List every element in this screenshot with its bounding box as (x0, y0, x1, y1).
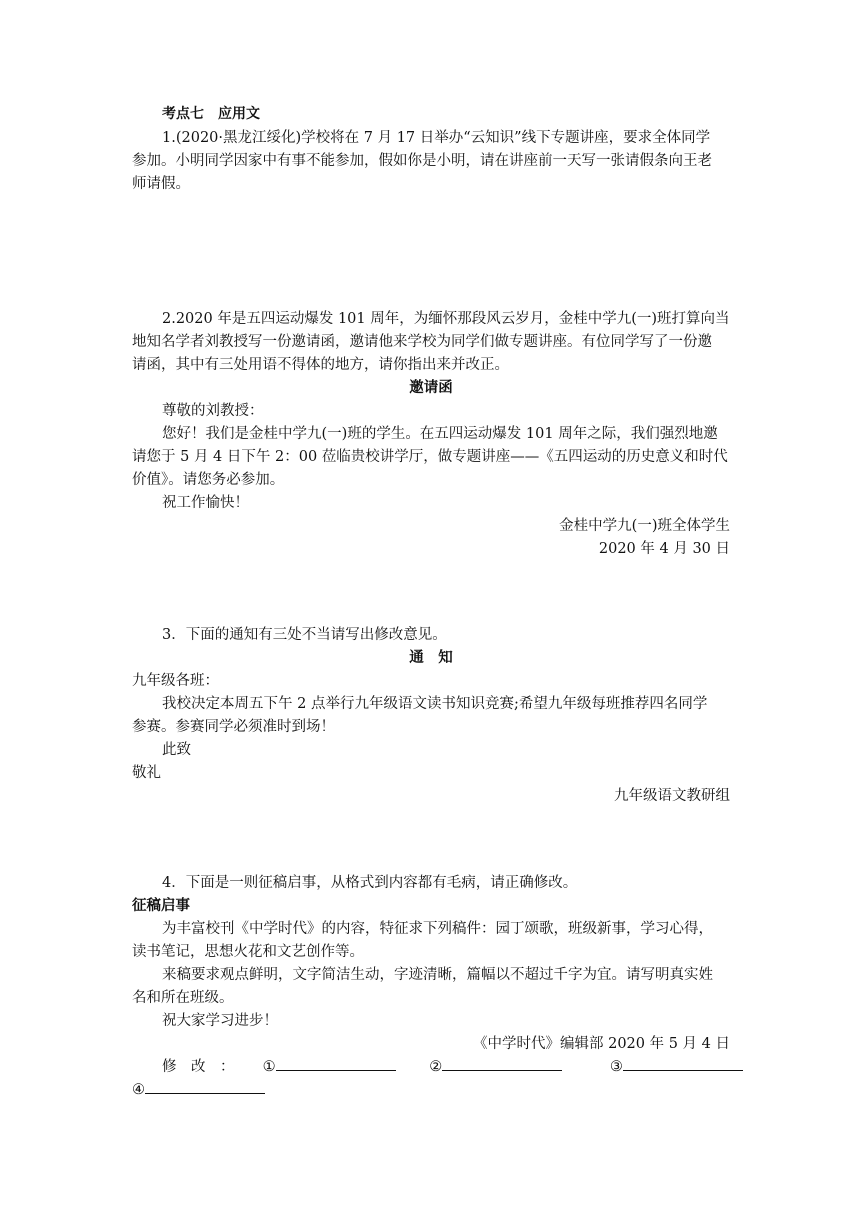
call-signature: 《中学时代》编辑部 2020 年 5 月 4 日 (472, 1036, 730, 1052)
q1-line3: 师请假。 (132, 176, 190, 192)
notice-closing-ci-zhi: 此致 (162, 742, 191, 758)
notice-addressee: 九年级各班： (132, 673, 219, 689)
call-body-line4: 名和所在班级。 (132, 990, 234, 1006)
blank-3-marker: ③ (609, 1059, 623, 1075)
q2-line3: 请函，其中有三处用语不得体的地方，请你指出来并改正。 (132, 357, 509, 373)
invitation-salutation: 尊敬的刘教授： (162, 403, 264, 419)
invitation-title: 邀请函 (409, 380, 453, 396)
fix-row-2 (132, 1079, 730, 1102)
invitation-signature: 金桂中学九(一)班全体学生 (559, 518, 730, 534)
section-title: 考点七 应用文 (162, 106, 260, 122)
invitation-date: 2020 年 4 月 30 日 (598, 541, 730, 557)
q1-line2: 参加。小明同学因家中有事不能参加，假如你是小明，请在讲座前一天写一张请假条向王老 (132, 153, 712, 169)
q2-line1: 2.2020 年是五四运动爆发 101 周年，为缅怀那段风云岁月，金桂中学九(一)班打算向当 (162, 311, 730, 327)
call-closing: 祝大家学习进步！ (162, 1013, 278, 1029)
q2-line2: 地知名学者刘教授写一份邀请函，邀请他来学校为同学们做专题讲座。有位同学写了一份邀 (132, 334, 712, 350)
call-for-papers-title: 征稿启事 (132, 898, 190, 914)
q1-line1: 1.(2020·黑龙江绥化)学校将在 7 月 17 日举办“云知识”线下专题讲座，要求全体同学 (162, 130, 711, 146)
invitation-closing: 祝工作愉快！ (162, 495, 249, 511)
invitation-body-line2: 请您于 5 月 4 日下午 2：00 莅临贵校讲学厅，做专题讲座——《五四运动的历史意义和时代 (132, 449, 728, 465)
fix-row (162, 1056, 730, 1079)
notice-signature: 九年级语文教研组 (614, 788, 730, 804)
q4-prompt: 4．下面是一则征稿启事，从格式到内容都有毛病，请正确修改。 (162, 875, 578, 891)
notice-title: 通 知 (409, 650, 453, 666)
answer-blank-1[interactable] (263, 1056, 423, 1079)
q3-prompt: 3．下面的通知有三处不当请写出修改意见。 (162, 627, 447, 643)
notice-body-line1: 我校决定本周五下午 2 点举行九年级语文读书知识竞赛;希望九年级每班推荐四名同学 (162, 696, 708, 712)
invitation-body-line1: 您好！我们是金桂中学九(一)班的学生。在五四运动爆发 101 周年之际，我们强烈地邀 (162, 426, 718, 442)
answer-blank-3[interactable] (610, 1056, 746, 1079)
answer-blank-2[interactable] (429, 1056, 603, 1079)
call-body-line2: 读书笔记，思想火花和文艺创作等。 (132, 944, 364, 960)
blank-1-marker: ① (262, 1059, 276, 1075)
notice-closing-jing-li: 敬礼 (132, 765, 161, 781)
blank-2-marker: ② (429, 1059, 443, 1075)
fix-label: 修 改 ： (162, 1059, 235, 1075)
blank-4-marker: ④ (132, 1082, 145, 1098)
call-body-line3: 来稿要求观点鲜明，文字简洁生动，字迹清晰，篇幅以不超过千字为宜。请写明真实姓 (162, 967, 713, 983)
notice-body-line2: 参赛。参赛同学必须准时到场！ (132, 719, 335, 735)
call-body-line1: 为丰富校刊《中学时代》的内容，特征求下列稿件：园丁颂歌，班级新事，学习心得， (162, 921, 713, 937)
invitation-body-line3: 价值》。请您务必参加。 (132, 472, 285, 488)
answer-blank-4[interactable] (132, 1082, 265, 1098)
